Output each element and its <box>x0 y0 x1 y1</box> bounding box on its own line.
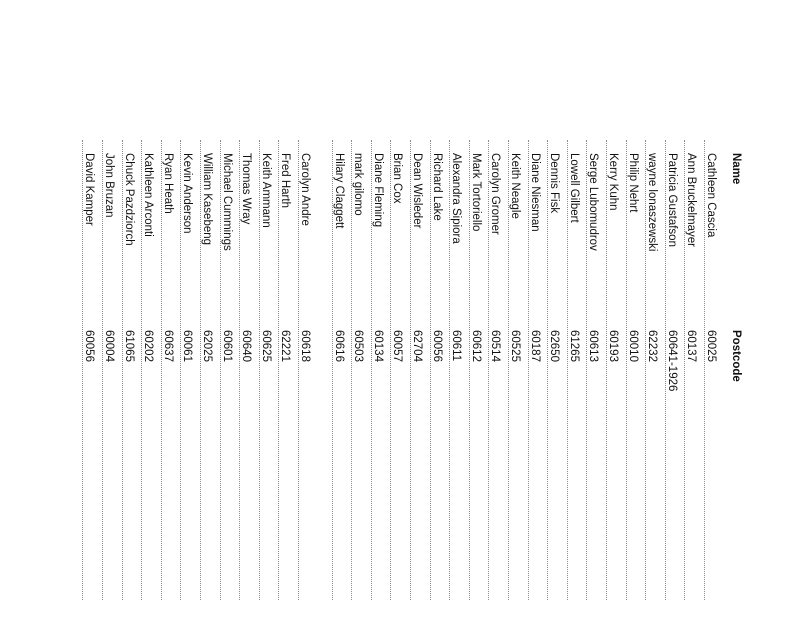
table-row <box>447 0 465 540</box>
row-postcode-cell: 60202 <box>142 330 155 362</box>
row-postcode-cell: 60057 <box>391 330 404 362</box>
row-name-cell: William Kasebeng <box>201 153 213 246</box>
row-postcode-cell: 60625 <box>259 330 272 362</box>
row-postcode-cell: 60616 <box>332 330 345 362</box>
row-postcode-cell: 61065 <box>122 330 135 362</box>
row-postcode-cell: 60641-1926 <box>665 330 678 392</box>
row-name-cell: Keith Ammann <box>259 153 272 228</box>
table-row <box>624 0 642 540</box>
row-name-cell: Serge Lubomudrov <box>587 153 600 251</box>
table-row <box>545 0 563 540</box>
table-row <box>198 0 216 540</box>
row-postcode-cell: 60061 <box>181 330 194 362</box>
row-postcode-cell: 60193 <box>607 330 619 362</box>
row-name-cell: Hilary Claggett <box>332 153 345 229</box>
row-postcode-cell: 60601 <box>220 330 233 362</box>
row-postcode-cell: 60503 <box>352 330 365 362</box>
table-row <box>296 0 314 540</box>
row-postcode-cell: 62650 <box>548 330 561 362</box>
row-dotted-rule <box>278 140 279 600</box>
row-name-cell: Lowell Gilbert <box>567 153 580 223</box>
row-name-cell: Diane Niesman <box>528 153 541 232</box>
row-name-cell: Kevin Anderson <box>181 153 194 234</box>
table-row <box>330 0 348 540</box>
row-postcode-cell: 60025 <box>705 330 717 362</box>
row-name-cell: Carolyn Andre <box>299 153 311 226</box>
table-row <box>486 0 504 540</box>
postcode-column-header: Postcode <box>730 330 742 382</box>
row-name-cell: Dennis Fisk <box>548 153 561 214</box>
row-postcode-cell: 60612 <box>469 330 482 362</box>
row-name-cell: Thomas Wray <box>240 153 253 225</box>
row-postcode-cell: 61265 <box>567 330 580 362</box>
table-row <box>80 0 98 540</box>
row-postcode-cell: 60618 <box>299 330 311 362</box>
row-name-cell: wayne lonaszewski <box>646 153 659 252</box>
table-row <box>682 0 700 540</box>
table-row <box>388 0 406 540</box>
row-postcode-cell: 60004 <box>103 330 115 362</box>
row-postcode-cell: 62232 <box>646 330 659 362</box>
table-row <box>643 0 661 540</box>
table-header-row <box>727 0 745 540</box>
row-name-cell: Fred Harth <box>279 153 292 208</box>
table-row <box>237 0 255 540</box>
table-row <box>604 0 622 540</box>
name-column-header: Name <box>730 153 742 185</box>
row-postcode-cell: 60137 <box>685 330 698 362</box>
row-name-cell: Kerry Kuhn <box>607 153 619 211</box>
table-row <box>159 0 177 540</box>
table-row <box>120 0 138 540</box>
row-name-cell: Michael Cummings <box>220 153 233 251</box>
row-postcode-cell: 60056 <box>430 330 443 362</box>
row-name-cell: Richard Lake <box>430 153 443 221</box>
row-postcode-cell: 60187 <box>528 330 541 362</box>
table-row <box>100 0 118 540</box>
table-row <box>702 0 720 540</box>
row-name-cell: David Kamper <box>83 153 96 226</box>
row-name-cell: Patricia Gustafson <box>665 153 678 247</box>
table-row <box>584 0 602 540</box>
row-name-cell: Diane Fleming <box>371 153 384 228</box>
row-name-cell: Ryan Heath <box>161 153 174 214</box>
row-postcode-cell: 60010 <box>626 330 639 362</box>
table-row <box>178 0 196 540</box>
row-name-cell: Mark Tortoriello <box>469 153 482 232</box>
row-name-cell: Cathleen Cascia <box>705 153 717 238</box>
row-name-cell: Dean Wisleder <box>411 153 423 229</box>
row-postcode-cell: 60056 <box>83 330 96 362</box>
table-row <box>276 0 294 540</box>
row-name-cell: Chuck Pazdziorch <box>122 153 135 246</box>
table-row <box>506 0 524 540</box>
row-postcode-cell: 60613 <box>587 330 600 362</box>
row-postcode-cell: 60525 <box>509 330 521 362</box>
table-row <box>139 0 157 540</box>
row-postcode-cell: 62221 <box>279 330 292 362</box>
row-postcode-cell: 60134 <box>371 330 384 362</box>
row-name-cell: Ann Bruckelmayer <box>685 153 698 247</box>
row-postcode-cell: 60637 <box>161 330 174 362</box>
row-name-cell: John Bruzan <box>103 153 115 218</box>
row-postcode-cell: 60640 <box>240 330 253 362</box>
row-name-cell: Carolyn Gromer <box>489 153 502 235</box>
row-postcode-cell: 62704 <box>411 330 423 362</box>
row-name-cell: Philip Nehrt <box>626 153 639 213</box>
row-name-cell: Brian Cox <box>391 153 404 204</box>
row-dotted-rule <box>390 140 391 600</box>
address-table <box>55 0 745 540</box>
table-row <box>369 0 387 540</box>
table-row <box>467 0 485 540</box>
table-row <box>428 0 446 540</box>
row-postcode-cell: 60611 <box>450 330 463 362</box>
table-row <box>408 0 426 540</box>
row-name-cell: mark gilomo <box>352 153 365 216</box>
row-name-cell: Alexandra Sipiora <box>450 153 463 244</box>
table-row <box>349 0 367 540</box>
row-postcode-cell: 62025 <box>201 330 213 362</box>
table-row <box>218 0 236 540</box>
table-row <box>565 0 583 540</box>
table-row <box>526 0 544 540</box>
table-row <box>663 0 681 540</box>
row-postcode-cell: 60514 <box>489 330 502 362</box>
row-name-cell: Keith Neagle <box>509 153 521 219</box>
row-name-cell: Kathleen Arconti <box>142 153 155 237</box>
table-row <box>257 0 275 540</box>
